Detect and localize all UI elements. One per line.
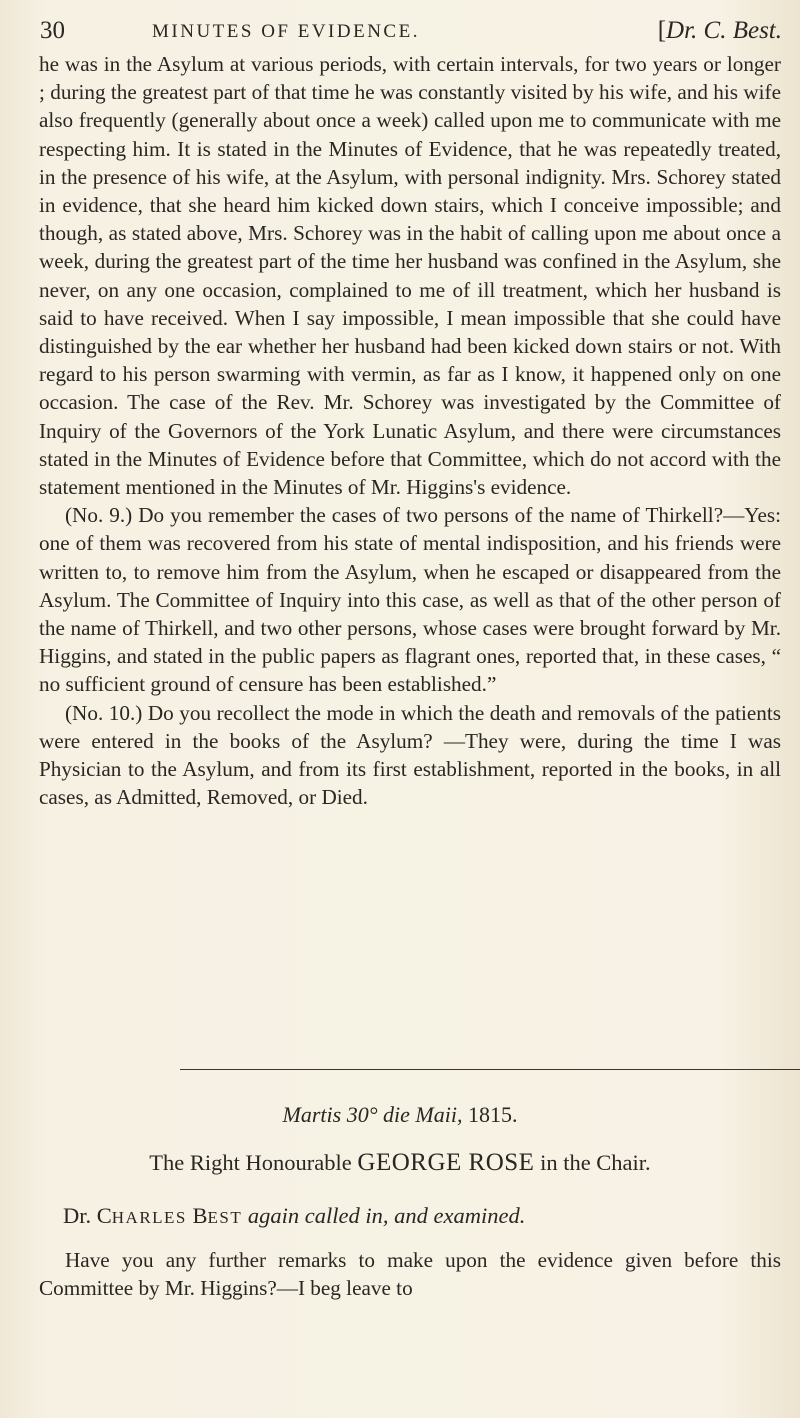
further-remarks-text <box>39 1246 781 1302</box>
paragraph-question-9: (No. 9.) Do you remember the cases of two persons of the name of Thirkell?—Yes: one of them was recovered from his state of mental indisposition, and his friends were written to, to remove him from the Asylum, when he escaped or disappeared from the Asylum. The Committee of Inquiry into this case, as well as that of the other person of the name of Thirkell, and two other persons, whose cases were brought forward by Mr. Higgins, and stated in the public papers as flagrant ones, reported that, in these cases, “ no sufficient ground of censure has been established.” <box>39 503 781 697</box>
section-divider <box>180 1069 800 1070</box>
paragraph-schorey: he was in the Asylum at various periods, with certain intervals, for two years or longer ; during the greatest part of that time he was constantly visited by his wife, and his wife also frequently (generally about once a week) called upon me to communicate with me respecting him. It is stated in the Minutes of Evidence, that he was repeatedly treated, in the presence of his wife, at the Asylum, with personal indignity. Mrs. Schorey stated in evidence, that she heard him kicked down stairs, which I conceive impossible; and though, as stated above, Mrs. Schorey was in the habit of calling upon me about once a week, during the greatest part of the time her husband was confined in the Asylum, she never, on any one occasion, complained to me of ill treatment, which her husband is said to have received. When I say impossible, I mean impossible that she could have distinguished by the ear whether her husband had been kicked down stairs or not. With regard to his person swarming with vermin, as far as I know, it happened only on one occasion. The case of the Rev. Mr. Schorey was investigated by the Committee of Inquiry of the Governors of the York Lunatic Asylum, and there were circumstances stated in the Minutes of Evidence before that Committee, which do not accord with the statement mentioned in the Minutes of Mr. Higgins's evidence. <box>39 52 781 500</box>
chair-name: GEORGE ROSE <box>357 1149 535 1176</box>
evidence-text <box>39 50 781 811</box>
speaker-bracket: [ <box>657 17 667 44</box>
session-year: 1815. <box>467 1102 518 1127</box>
page-number: 30 <box>40 17 65 44</box>
chair-suffix: in the Chair. <box>540 1150 651 1175</box>
paragraph-question-10: (No. 10.) Do you recollect the mode in which the death and removals of the patients were entered in the books of the Asylum? —They were, during the time I was Physician to the Asylum, and from its first establishment, reported in the books, in all cases, as Admitted, Removed, or Died. <box>39 700 781 810</box>
witness-line <box>63 1201 800 1233</box>
paragraph-further-remarks: Have you any further remarks to make upon the evidence given before this Committee by Mr. Higgins?—I beg leave to <box>39 1248 781 1301</box>
speaker-name: Dr. C. Best. <box>666 17 782 44</box>
session-date-latin: Martis 30° die Maii, <box>282 1102 463 1127</box>
witness-title: Dr. <box>63 1203 92 1228</box>
witness-note: again called in, and examined. <box>247 1203 526 1228</box>
chair-line <box>0 1148 800 1178</box>
witness-name: CHARLES BEST <box>96 1203 243 1228</box>
session-date <box>0 1100 800 1130</box>
running-title: MINUTES OF EVIDENCE. <box>152 21 420 42</box>
speaker-heading <box>658 14 782 48</box>
chair-prefix: The Right Honourable <box>149 1150 352 1175</box>
running-header <box>40 14 782 48</box>
